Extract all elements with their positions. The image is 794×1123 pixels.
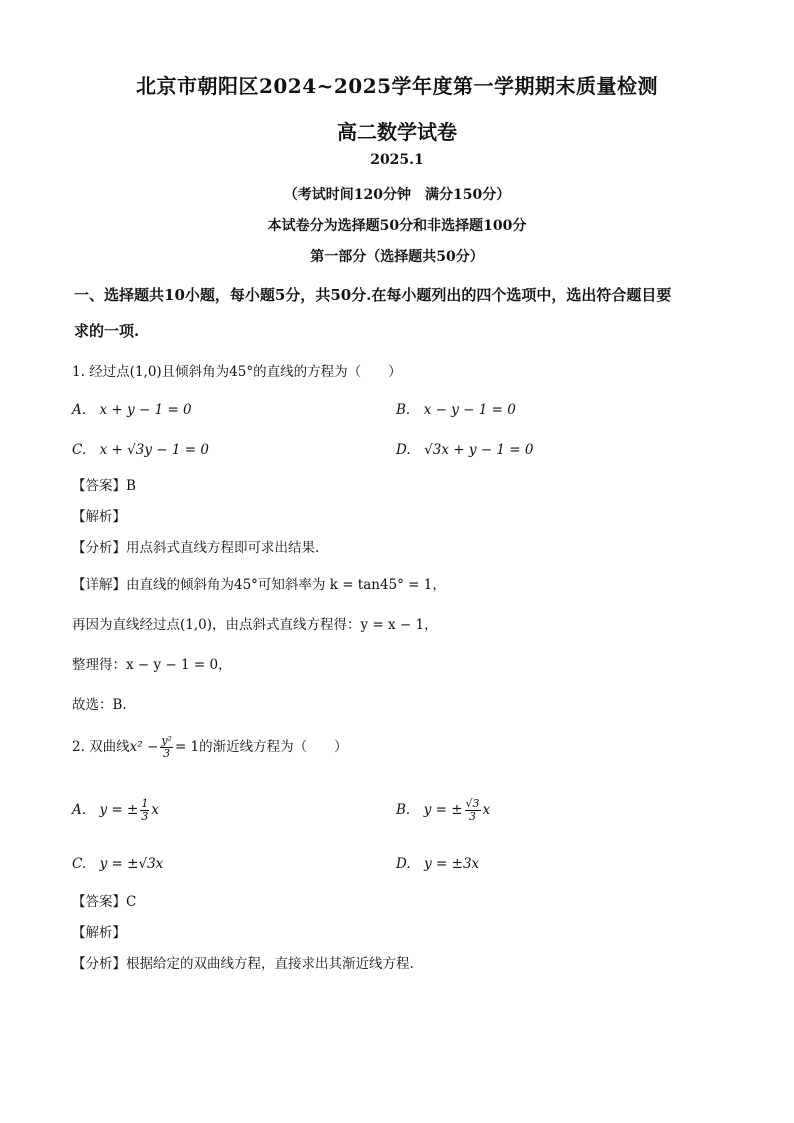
fraction-denominator: 3 <box>163 747 171 760</box>
question-2-stem-suffix: = 1的渐近线方程为（ ） <box>174 739 348 755</box>
option-b-prefix: B. y = ± <box>396 802 463 818</box>
question-2-answer: 【答案】C <box>72 894 137 910</box>
exam-date: 2025.1 <box>370 152 424 168</box>
exam-title: 北京市朝阳区2024~2025学年度第一学期期末质量检测 <box>135 74 659 98</box>
question-2-option-c: C. y = ±√3x <box>72 856 164 872</box>
question-1-option-a: A. x + y − 1 = 0 <box>72 402 192 418</box>
question-1-analysis: 【分析】用点斜式直线方程即可求出结果. <box>72 540 320 556</box>
fraction-denominator: 3 <box>469 810 477 823</box>
question-1-option-b: B. x − y − 1 = 0 <box>396 402 516 418</box>
question-1-answer: 【答案】B <box>72 478 136 494</box>
question-2-analysis-label: 【解析】 <box>72 925 126 941</box>
question-1-detail-3: 整理得：x − y − 1 = 0， <box>72 657 232 673</box>
option-b-suffix: x <box>482 802 491 818</box>
section-heading-line1: 一、选择题共10小题，每小题5分，共50分.在每小题列出的四个选项中，选出符合题目要 <box>74 286 672 304</box>
exam-split-info: 本试卷分为选择题50分和非选择题100分 <box>267 218 527 234</box>
question-2-option-a <box>72 798 159 823</box>
question-1-option-c: C. x + √3y − 1 = 0 <box>72 442 209 458</box>
question-2-option-d: D. y = ±3x <box>396 856 480 872</box>
question-1-stem: 1. 经过点(1,0)且倾斜角为45°的直线的方程为（ ） <box>72 364 402 380</box>
exam-time-info: （考试时间120分钟 满分150分） <box>283 187 511 203</box>
option-a-fraction <box>140 798 149 823</box>
option-b-fraction <box>465 798 481 823</box>
option-a-prefix: A. y = ± <box>72 802 139 818</box>
question-2-option-b <box>396 798 490 823</box>
question-2-stem-prefix: 2. 双曲线 <box>72 739 130 755</box>
question-1-analysis-label: 【解析】 <box>72 509 126 525</box>
question-2-analysis: 【分析】根据给定的双曲线方程，直接求出其渐近线方程. <box>72 956 414 972</box>
exam-subtitle: 高二数学试卷 <box>337 120 457 144</box>
question-2-eq-lhs: x² − <box>129 739 159 755</box>
fraction-numerator: 1 <box>141 797 149 810</box>
part-label: 第一部分（选择题共50分） <box>310 249 484 265</box>
question-1-detail-2: 再因为直线经过点(1,0)，由点斜式直线方程得：y = x − 1， <box>72 617 438 633</box>
question-1-detail-1: 【详解】由直线的倾斜角为45°可知斜率为 k = tan45° = 1， <box>72 577 446 593</box>
option-a-suffix: x <box>151 802 159 818</box>
fraction-numerator: y² <box>161 734 172 747</box>
question-2-stem <box>72 735 348 760</box>
fraction-numerator: √3 <box>465 797 480 810</box>
question-1-detail-4: 故选：B. <box>72 697 127 713</box>
question-1-option-d: D. √3x + y − 1 = 0 <box>396 442 534 458</box>
fraction-denominator: 3 <box>141 810 149 823</box>
question-2-fraction <box>160 735 173 760</box>
section-heading-line2: 求的一项. <box>74 322 140 340</box>
